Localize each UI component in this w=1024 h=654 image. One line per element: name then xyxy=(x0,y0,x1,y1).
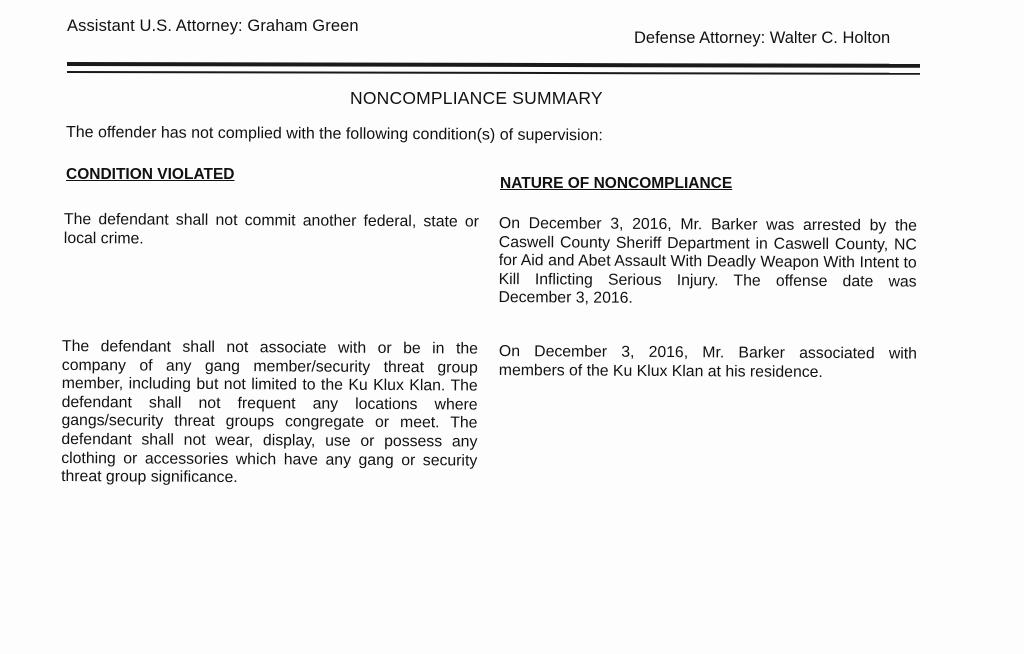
condition-text-1: The defendant shall not commit another federal, state or local crime. xyxy=(63,211,479,248)
defense-attorney-name: Defense Attorney: Walter C. Holton xyxy=(634,29,891,47)
noncompliance-text-2: On December 3, 2016, Mr. Barker associated with members of the Ku Klux Klan at his residence. xyxy=(498,343,917,381)
column-header-condition: CONDITION VIOLATED xyxy=(66,166,235,183)
condition-text-2: The defendant shall not associate with or be in the company of any gang member/security threat group member, including but not limited to the Ku Klux Klan. The defendant shall not frequent any locations where gangs/security threat groups congregate or meet. The defendant shall not wear, display, use or possess any clothing or accessories which have any gang or security threat group significance. xyxy=(61,338,478,487)
header-divider-thin xyxy=(67,71,920,75)
intro-text: The offender has not complied with the following condition(s) of supervision: xyxy=(65,124,603,145)
section-title: NONCOMPLIANCE SUMMARY xyxy=(350,88,603,108)
prosecutor-name: Assistant U.S. Attorney: Graham Green xyxy=(67,17,359,35)
column-header-nature: NATURE OF NONCOMPLIANCE xyxy=(500,175,733,192)
noncompliance-text-1: On December 3, 2016, Mr. Barker was arrested by the Caswell County Sheriff Department in Caswell County, NC for Aid and Abet Assault With Deadly Weapon With Intent to Kill Inflicting Serious Injury. The offense date was December 3, 2016. xyxy=(498,215,917,308)
header-divider-thick xyxy=(67,62,920,68)
